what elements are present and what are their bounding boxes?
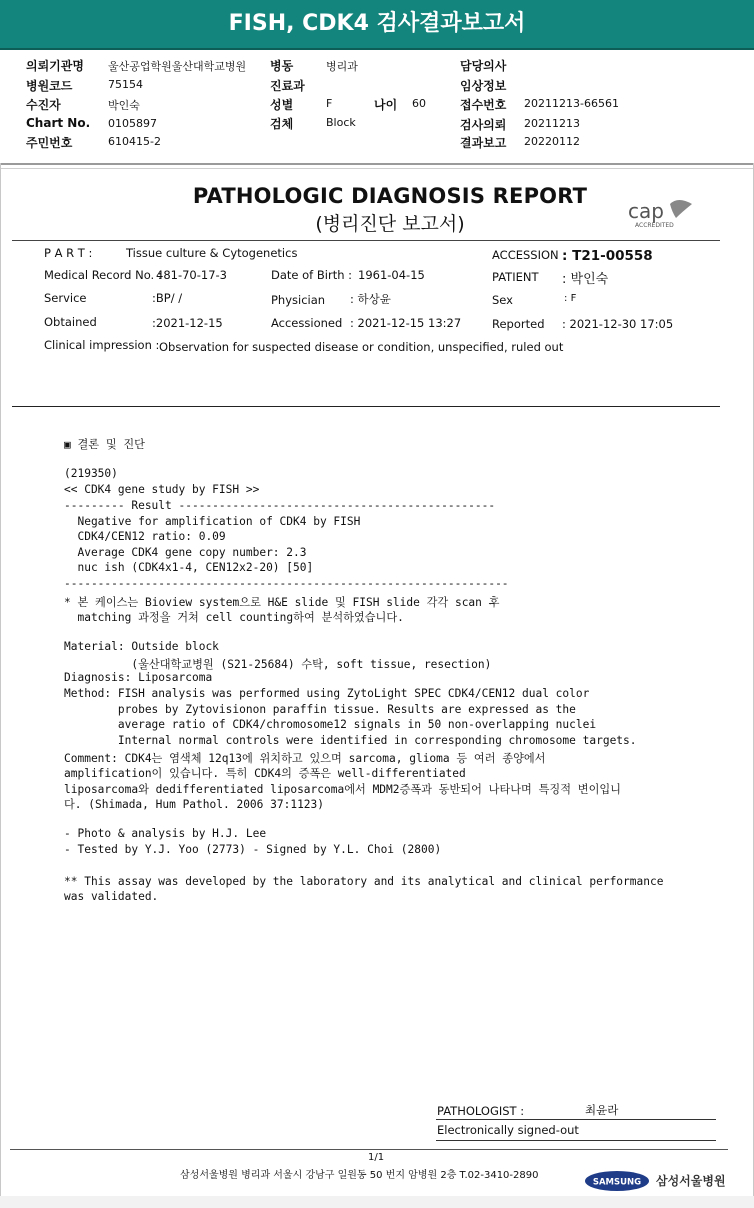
body-line: was validated. [64, 890, 159, 903]
signature-rule [436, 1119, 716, 1120]
cap-logo-text: cap [628, 199, 664, 223]
service-value: :BP/ / [152, 291, 183, 305]
obtained-value: :2021-12-15 [152, 316, 223, 330]
dept-label: 진료과 [270, 79, 305, 93]
clinical-impression-label: Clinical impression : [44, 338, 160, 352]
footer-address: 삼성서울병원 병리과 서울시 강남구 일원동 50 번지 암병원 2층 T.02-3410-2890 [180, 1170, 539, 1181]
dob-label: Date of Birth : [271, 268, 353, 282]
request-label: 검사의뢰 [460, 118, 507, 132]
sex-value: F [326, 97, 333, 110]
patient-name-label: PATIENT [492, 270, 539, 284]
rrn-label: 주민번호 [26, 136, 73, 150]
body-line: Diagnosis: Liposarcoma [64, 671, 213, 684]
obtained-label: Obtained [44, 315, 97, 329]
mrn-label: Medical Record No. : [44, 268, 162, 282]
patient-label: 수진자 [26, 98, 61, 112]
sex-info-value: : F [564, 293, 577, 304]
chart-value: 0105897 [108, 117, 157, 130]
report-rule-top [12, 240, 720, 241]
body-line: Negative for amplification of CDK4 by FISH [64, 515, 361, 528]
signature-rule-bottom [436, 1140, 716, 1141]
body-line: << CDK4 gene study by FISH >> [64, 483, 260, 496]
receipt-value: 20211213-66561 [524, 97, 619, 110]
page-number: 1/1 [368, 1152, 385, 1163]
body-line: Average CDK4 gene copy number: 2.3 [64, 546, 307, 559]
body-line: Comment: CDK4는 염색체 12q13에 위치하고 있으며 sarcoma, glioma 등 여러 종양에서 [64, 752, 546, 765]
report-title-korean: (병리진단 보고서) [315, 213, 465, 235]
pathologist-name: 최윤라 [585, 1103, 619, 1117]
specimen-value: Block [326, 116, 356, 129]
body-line: matching 과정을 거쳐 cell counting하여 분석하였습니다. [64, 611, 404, 624]
patient-name-value: : 박인숙 [562, 272, 609, 287]
physician-value: : 하상윤 [350, 292, 391, 306]
document-title: FISH, CDK4 검사결과보고서 [0, 0, 754, 50]
body-line: probes by Zytovisionon paraffin tissue. Results are expressed as the [64, 703, 576, 716]
reported-value: : 2021-12-30 17:05 [562, 317, 674, 331]
body-line: ▣ 결론 및 진단 [64, 438, 145, 451]
hospital-name-logo: 삼성서울병원 [656, 1174, 726, 1188]
body-line: 다. (Shimada, Hum Pathol. 2006 37:1123) [64, 798, 325, 811]
body-line: nuc ish (CDK4x1-4, CEN12x2-20) [50] [64, 561, 314, 574]
body-line: Internal normal controls were identified in corresponding chromosome targets. [64, 734, 637, 747]
doctor-label: 담당의사 [460, 59, 507, 73]
body-line: ** This assay was developed by the laboratory and its analytical and clinical performance [64, 875, 664, 888]
accession-label: ACCESSION [492, 248, 559, 262]
pathologist-label: PATHOLOGIST : [437, 1104, 525, 1118]
accession-value: : T21-00558 [562, 248, 653, 264]
hospital-value: 울산공업학원울산대학교병원 [108, 60, 247, 73]
body-line: - Photo & analysis by H.J. Lee [64, 827, 267, 840]
request-value: 20211213 [524, 117, 580, 130]
code-label: 병원코드 [26, 79, 73, 93]
request-header [0, 50, 754, 158]
rrn-value: 610415-2 [108, 135, 161, 148]
body-line: CDK4/CEN12 ratio: 0.09 [64, 530, 226, 543]
mrn-value: 481-70-17-3 [156, 268, 227, 282]
report-title: PATHOLOGIC DIAGNOSIS REPORT [192, 184, 588, 208]
signed-out-status: Electronically signed-out [437, 1123, 579, 1137]
part-value: Tissue culture & Cytogenetics [126, 246, 298, 260]
age-label: 나이 [374, 98, 398, 112]
body-line: (울산대학교병원 (S21-25684) 수탁, soft tissue, resection) [64, 658, 492, 671]
sex-label: 성별 [270, 98, 294, 112]
specimen-label: 검체 [270, 117, 294, 131]
body-line: ------------------------------------------------------------------ [64, 577, 509, 590]
sex-info-label: Sex [492, 293, 513, 307]
hospital-label: 의뢰기관명 [26, 59, 84, 73]
result-label: 결과보고 [460, 136, 507, 150]
body-line: - Tested by Y.J. Yoo (2773) - Signed by Y.L. Choi (2800) [64, 843, 442, 856]
clinical-impression-value: Observation for suspected disease or condition, unspecified, ruled out [159, 340, 564, 354]
samsung-logo-text: SAMSUNG [592, 1177, 642, 1188]
accessioned-value: : 2021-12-15 13:27 [350, 316, 462, 330]
body-line: amplification이 있습니다. 특히 CDK4의 증폭은 well-differentiated [64, 767, 466, 780]
body-line: liposarcoma와 dedifferentiated liposarcoma에서 MDM2증폭과 동반되어 나타나며 특징적 변이입니 [64, 783, 621, 796]
footer-rule [10, 1149, 728, 1150]
body-line: * 본 케이스는 Bioview system으로 H&E slide 및 FISH slide 각각 scan 후 [64, 596, 500, 609]
dob-value: 1961-04-15 [358, 268, 425, 282]
ward-value: 병리과 [326, 60, 358, 73]
patient-value: 박인숙 [108, 99, 140, 112]
body-line: average ratio of CDK4/chromosome12 signals in 50 non-overlapping nuclei [64, 718, 597, 731]
report-rule-bottom [12, 406, 720, 407]
cap-check-icon [670, 200, 692, 218]
age-value: 60 [412, 97, 426, 110]
result-value: 20220112 [524, 135, 580, 148]
clinical-info-label: 임상정보 [460, 79, 507, 93]
physician-label: Physician [271, 293, 326, 307]
page-bottom-bar [0, 1196, 754, 1208]
cap-logo-subtext: ACCREDITED [635, 222, 674, 229]
header-divider-thin [0, 168, 754, 169]
receipt-label: 접수번호 [460, 98, 507, 112]
chart-label: Chart No. [26, 116, 91, 130]
header-divider [0, 163, 754, 165]
body-line: (219350) [64, 467, 118, 480]
service-label: Service [44, 291, 87, 305]
reported-label: Reported [492, 317, 545, 331]
body-line: Material: Outside block [64, 640, 219, 653]
page-border-left [0, 163, 1, 1208]
body-line: --------- Result ----------------------------------------------- [64, 499, 496, 512]
cap-accredited-logo [626, 198, 698, 230]
samsung-logo [584, 1169, 650, 1193]
code-value: 75154 [108, 78, 143, 91]
body-line: Method: FISH analysis was performed using ZytoLight SPEC CDK4/CEN12 dual color [64, 687, 590, 700]
part-label: P A R T : [44, 246, 93, 260]
ward-label: 병동 [270, 59, 294, 73]
accessioned-label: Accessioned [271, 316, 343, 330]
